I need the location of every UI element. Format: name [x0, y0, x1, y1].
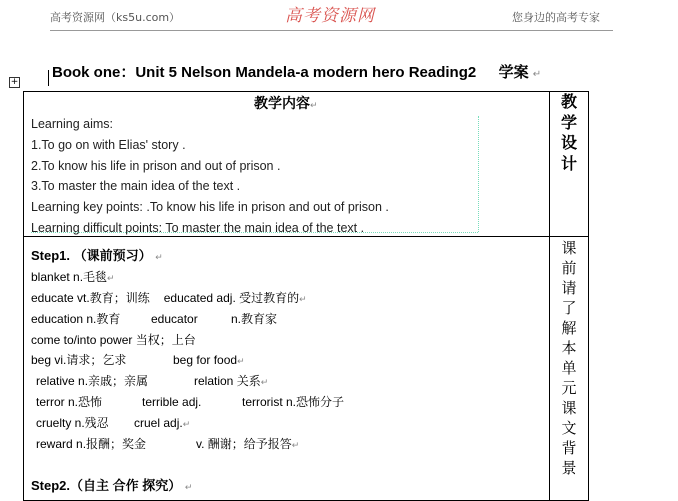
side-note-text: 课 前 请 了 解 本 单 元 课 文 背 景 — [561, 239, 577, 477]
vocab-row: blanket n.毛毯↵ — [31, 269, 115, 284]
text-boundary-guide — [31, 232, 478, 233]
vocab-row: beg vi.请求；乞求 beg for food↵ — [31, 353, 245, 368]
content-column-header: 教学内容↵ — [254, 96, 318, 112]
step1-heading: Step1. （课前预习） ↵ — [31, 248, 163, 263]
vocab-row: educate vt.教育；训练 educated adj. 受过教育的↵ — [31, 290, 307, 305]
vocab-row: terror n.恐怖 terrible adj. terrorist n.恐怖分子 — [36, 395, 345, 410]
vocabulary-block[interactable] — [31, 246, 344, 497]
aims-line: 2.To know his life in prison and out of prison . — [31, 158, 281, 173]
side-header-text: 教 学 设 计 — [560, 92, 577, 173]
step2-heading: Step2.（自主 合作 探究） ↵ — [31, 477, 193, 493]
document-title-suffix: 学案 — [498, 64, 529, 81]
vocab-row: reward n.报酬；奖金 v. 酬谢；给予报答↵ — [36, 437, 300, 452]
side-note — [551, 238, 587, 478]
vocab-row: cruelty n.残忍 cruel adj.↵ — [36, 416, 191, 431]
header-right-text: 您身边的高考专家 — [512, 11, 600, 24]
header-logo-text: 高考资源网 — [285, 6, 375, 26]
aims-line: Learning key points: .To know his life in prison and out of prison . — [31, 200, 389, 215]
aims-line: 3.To master the main idea of the text . — [31, 179, 241, 194]
vocab-spacer — [31, 455, 344, 476]
table-move-handle-icon[interactable]: + — [10, 77, 19, 87]
document-title: Book one：Unit 5 Nelson Mandela-a modern hero Reading2 学案 ↵ — [52, 64, 542, 81]
header-left-text: 高考资源网（ks5u.com） — [50, 11, 181, 24]
text-cursor — [48, 70, 49, 86]
aims-line: 1.To go on with Elias' story . — [31, 137, 186, 152]
learning-aims-block[interactable] — [31, 114, 389, 239]
table-column-divider — [549, 91, 550, 501]
document-title-main: Book one：Unit 5 Nelson Mandela-a modern hero Reading2 — [52, 64, 477, 81]
text-boundary-guide — [478, 116, 479, 232]
side-column-header — [551, 92, 587, 174]
aims-line: Learning difficult points: To master the main idea of the text . — [31, 220, 365, 235]
vocab-row: come to/into power 当权；上台 — [31, 332, 196, 347]
vocab-row: relative n.亲戚；亲属 relation 关系↵ — [36, 374, 269, 389]
aims-line: Learning aims: — [31, 117, 113, 131]
vocab-row: education n.教育 educator n.教育家 — [31, 311, 278, 326]
header-rule — [50, 30, 613, 31]
